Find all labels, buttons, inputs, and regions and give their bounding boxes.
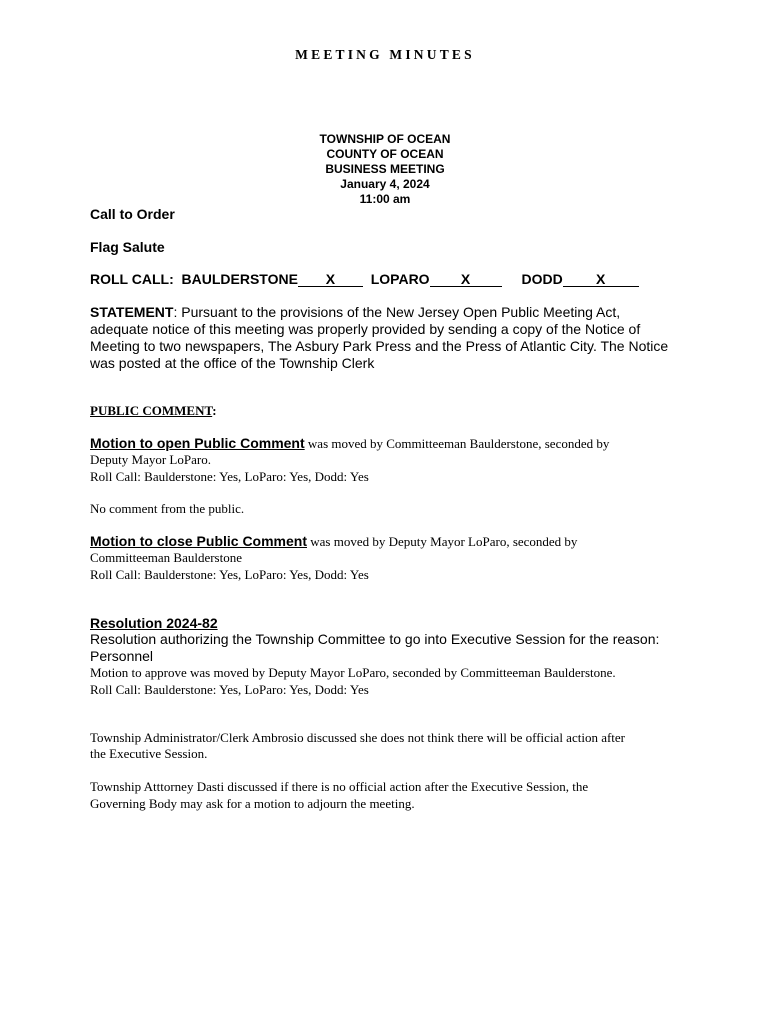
- public-comment-colon: :: [212, 403, 217, 418]
- document-title: MEETING MINUTES: [295, 47, 475, 62]
- resolution-title: Resolution 2024-82: [90, 615, 218, 631]
- open-motion-label: Motion to open Public Comment: [90, 435, 305, 451]
- open-motion-line-2: Deputy Mayor LoParo.: [90, 452, 211, 467]
- header-date: January 4, 2024: [340, 177, 430, 191]
- admin-note-line-2: the Executive Session.: [90, 746, 208, 761]
- attorney-note-line-2: Governing Body may ask for a motion to adjourn the meeting.: [90, 796, 415, 811]
- header-meeting-type: BUSINESS MEETING: [325, 162, 445, 176]
- statement-label: STATEMENT: [90, 304, 174, 320]
- public-comment-title: PUBLIC COMMENT: [90, 403, 213, 418]
- header-township: TOWNSHIP OF OCEAN: [319, 132, 451, 146]
- open-motion-line-1: [90, 435, 609, 453]
- close-motion-roll-call: Roll Call: Baulderstone: Yes, LoParo: Yes, Dodd: Yes: [90, 567, 369, 582]
- roll-call-label: ROLL CALL:: [90, 271, 174, 287]
- roll-call-line: [90, 271, 639, 287]
- attorney-note-line-1: Township Atttorney Dasti discussed if there is no official action after the Executive Session, the: [90, 779, 589, 794]
- roll-call-mark-dodd: X: [563, 271, 639, 287]
- statement-line-4: was posted at the office of the Township Clerk: [90, 355, 375, 371]
- open-motion-text: was moved by Committeeman Baulderstone, seconded by: [304, 436, 610, 451]
- header-county: COUNTY OF OCEAN: [326, 147, 444, 161]
- no-comment: No comment from the public.: [90, 501, 245, 516]
- resolution-desc-line-2: Personnel: [90, 648, 154, 664]
- resolution-desc-line-1: Resolution authorizing the Township Committee to go into Executive Session for the reason:: [90, 631, 660, 647]
- public-comment-heading: [90, 403, 217, 420]
- admin-note-line-1: Township Administrator/Clerk Ambrosio discussed she does not think there will be official action after: [90, 730, 626, 745]
- resolution-roll-call: Roll Call: Baulderstone: Yes, LoParo: Yes, Dodd: Yes: [90, 682, 369, 697]
- close-motion-label: Motion to close Public Comment: [90, 533, 308, 549]
- statement-line-3: Meeting to two newspapers, The Asbury Park Press and the Press of Atlantic City. The Notice: [90, 338, 669, 354]
- statement-text-1: : Pursuant to the provisions of the New Jersey Open Public Meeting Act,: [173, 304, 621, 320]
- resolution-motion: Motion to approve was moved by Deputy Mayor LoParo, seconded by Committeeman Baulderstone.: [90, 665, 616, 680]
- flag-salute: Flag Salute: [90, 239, 165, 255]
- open-motion-roll-call: Roll Call: Baulderstone: Yes, LoParo: Yes, Dodd: Yes: [90, 469, 369, 484]
- close-motion-line-1: [90, 533, 577, 551]
- roll-call-name-dodd: DODD: [521, 271, 563, 287]
- close-motion-text: was moved by Deputy Mayor LoParo, seconded by: [307, 534, 578, 549]
- roll-call-mark-baulderstone: X: [298, 271, 363, 287]
- roll-call-name-loparo: LOPARO: [370, 271, 430, 287]
- statement-line-2: adequate notice of this meeting was properly provided by sending a copy of the Notice of: [90, 321, 641, 337]
- roll-call-mark-loparo: X: [430, 271, 502, 287]
- close-motion-line-2: Committeeman Baulderstone: [90, 550, 242, 565]
- roll-call-name-baulderstone: BAULDERSTONE: [181, 271, 298, 287]
- statement-line-1: [90, 304, 620, 321]
- call-to-order: Call to Order: [90, 206, 175, 222]
- header-time: 11:00 am: [359, 192, 411, 206]
